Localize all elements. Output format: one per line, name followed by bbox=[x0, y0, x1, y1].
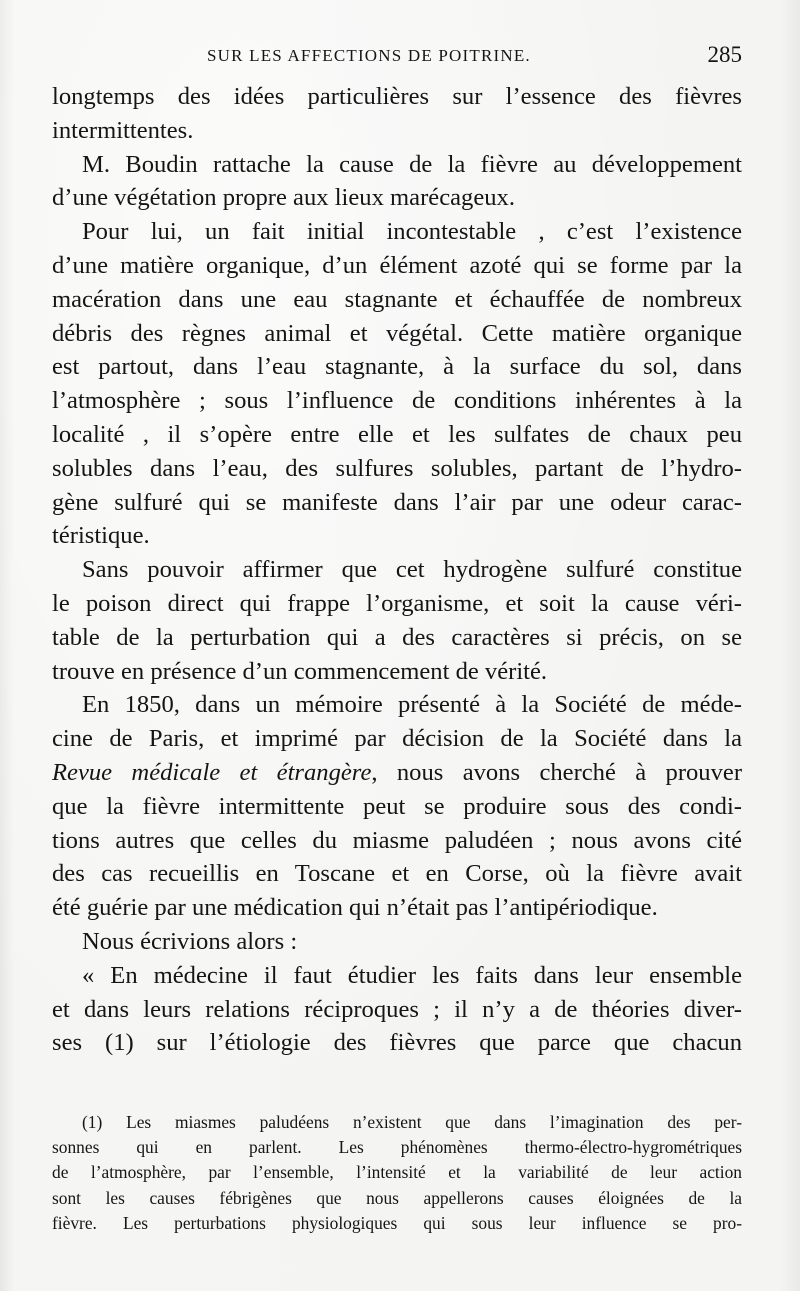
text-line: table de la perturbation qui a des caractères si précis, on se bbox=[52, 623, 742, 651]
text-line: est partout, dans l’eau stagnante, à la surface du sol, dans bbox=[52, 353, 742, 381]
text-line: et dans leurs relations réciproques ; il n’y a de théories diver- bbox=[52, 995, 742, 1023]
text-line: des cas recueillis en Toscane et en Corse, où la fièvre avait bbox=[52, 860, 742, 888]
body-text bbox=[52, 80, 742, 1060]
text-line: tions autres que celles du miasme paludéen ; nous avons cité bbox=[52, 826, 742, 854]
text-segment: , nous avons cherché à prouver bbox=[371, 758, 743, 786]
italic-title: Revue médicale et étrangère bbox=[52, 758, 372, 786]
text-line: le poison direct qui frappe l’organisme, et soit la cause véri- bbox=[52, 589, 742, 617]
footnote-line: sonnes qui en parlent. Les phénomènes thermo-électro-hygrométriques bbox=[52, 1137, 742, 1158]
text-line: longtemps des idées particulières sur l’essence des fièvres bbox=[52, 83, 742, 110]
text-line: cine de Paris, et imprimé par décision de la Société dans la bbox=[52, 725, 742, 753]
running-title: SUR LES AFFECTIONS DE POITRINE. bbox=[207, 46, 531, 65]
text-line: En 1850, dans un mémoire présenté à la Société de méde- bbox=[82, 691, 742, 719]
text-line: débris des règnes animal et végétal. Cette matière organique bbox=[52, 319, 742, 347]
text-line: intermittentes. bbox=[52, 116, 194, 144]
text-line: trouve en présence d’un commencement de vérité. bbox=[52, 657, 548, 685]
footnote-line: sont les causes fébrigènes que nous appellerons causes éloignées de la bbox=[52, 1187, 742, 1208]
text-line bbox=[52, 756, 742, 790]
page-number: 285 bbox=[707, 42, 742, 67]
text-line: gène sulfuré qui se manifeste dans l’air par une odeur carac- bbox=[52, 488, 742, 516]
text-line: téristique. bbox=[52, 522, 150, 550]
footnote-line: de l’atmosphère, par l’ensemble, l’intensité et la variabilité de leur action bbox=[52, 1162, 742, 1183]
text-line: Sans pouvoir affirmer que cet hydrogène sulfuré constitue bbox=[82, 556, 742, 584]
text-line: été guérie par une médication qui n’était pas l’antipériodique. bbox=[52, 894, 658, 922]
footnote-line: fièvre. Les perturbations physiologiques qui sous leur influence se pro- bbox=[52, 1212, 742, 1233]
text-line: localité , il s’opère entre elle et les sulfates de chaux peu bbox=[52, 420, 742, 448]
page-header bbox=[52, 42, 742, 72]
text-line: « En médecine il faut étudier les faits dans leur ensemble bbox=[82, 961, 742, 989]
footnote-line: (1) Les miasmes paludéens n’existent que dans l’imagination des per- bbox=[82, 1112, 742, 1132]
text-line: Pour lui, un fait initial incontestable , c’est l’existence bbox=[82, 218, 742, 246]
text-line: Nous écrivions alors : bbox=[82, 927, 298, 955]
text-line: d’une végétation propre aux lieux marécageux. bbox=[52, 184, 515, 212]
text-line: solubles dans l’eau, des sulfures solubles, partant de l’hydro- bbox=[52, 454, 742, 482]
text-line: macération dans une eau stagnante et échauffée de nombreux bbox=[52, 285, 742, 313]
footnotes bbox=[52, 1110, 742, 1236]
text-line: que la fièvre intermittente peut se produire sous des condi- bbox=[52, 792, 742, 820]
text-line: ses (1) sur l’étiologie des fièvres que parce que chacun bbox=[52, 1029, 742, 1057]
text-line: d’une matière organique, d’un élément azoté qui se forme par la bbox=[52, 251, 742, 279]
text-line: M. Boudin rattache la cause de la fièvre au développement bbox=[82, 150, 742, 178]
text-line: l’atmosphère ; sous l’influence de conditions inhérentes à la bbox=[52, 387, 742, 415]
